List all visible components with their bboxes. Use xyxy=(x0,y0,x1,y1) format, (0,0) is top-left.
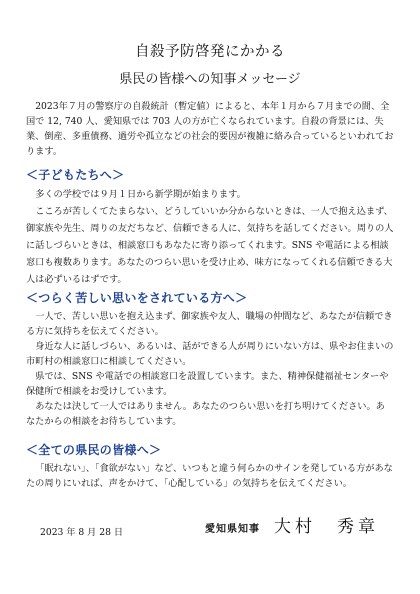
heading-children: ＜子どもたちへ＞ xyxy=(26,168,125,182)
governor-title: 愛知県知事 xyxy=(205,524,260,535)
heading-all-residents: ＜全ての県民の皆様へ＞ xyxy=(26,443,162,457)
document-subtitle: 県民の皆様への知事メッセージ xyxy=(119,72,301,87)
paragraph: 多くの学校では９月１日から新学期が始まります。 xyxy=(35,189,246,200)
section-all-residents xyxy=(26,461,394,491)
section-children xyxy=(26,186,394,288)
document-title: 自殺予防啓発にかかる xyxy=(135,44,285,60)
governor-name: 大村 秀章 xyxy=(274,517,379,537)
heading-suffering: ＜つらく苦しい思いをされている方へ＞ xyxy=(26,291,248,305)
message-date: 2023 年 8 月 28 日 xyxy=(40,527,124,538)
paragraph: 県では、SNS や電話での相談窓口を設置しています。また、精神保健福祉センターや保健所で相談をお受けしています。 xyxy=(26,371,389,397)
signature-block xyxy=(205,512,379,537)
paragraph: 「眠れない」、「食欲がない」など、いつもと違う何らかのサインを発している方があなたの周りにいれば、声をかけて、「心配している」の気持ちを伝えてください。 xyxy=(26,463,393,489)
paragraph: 一人で、苦しい思いを抱え込まず、御家族や友人、職場の仲間など、あなたが信頼できる方に気持ちを伝えてください。 xyxy=(26,311,393,337)
intro-paragraph: 2023年７月の警察庁の自殺統計（暫定値）によると、本年１月から７月までの間、全国で 12, 740 人、愛知県では 703 人の方が亡くなられています。自殺の背景には、失業、倒産、多重債務、過労や孤立などの社会的要因が複雑に絡み合っているといわれております。 xyxy=(26,101,394,157)
paragraph: こころが苦しくてたまらない、どうしていいか分からないときは、一人で抱え込まず、御家族や先生、周りの友だちなど、信頼できる人に、気持ちを話してください。周りの人に話しづらいときは、相談窓口もあなたに寄り添ってくれます。SNS や電話による相談窓口も複数あります。あなたのつらい思いを受け止め、味方になってくれる信頼できる大人は必ずいるはずです。 xyxy=(26,206,394,285)
paragraph: あなたは決して一人ではありません。あなたのつらい思いを打ち明けてください。あなたからの相談をお待ちしています。 xyxy=(26,401,385,427)
paragraph: 身近な人に話しづらい、あるいは、話ができる人が周りにいない方は、県やお住まいの市町村の相談窓口に相談してください。 xyxy=(26,341,394,367)
section-suffering xyxy=(26,309,394,429)
